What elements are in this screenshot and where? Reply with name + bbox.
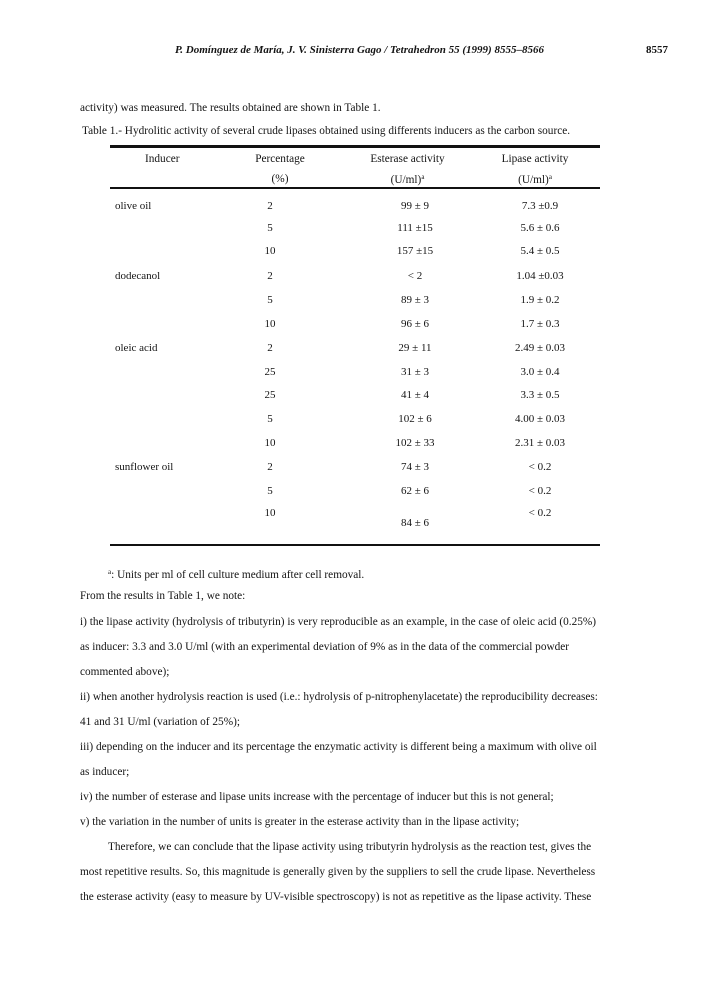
cell-percentage: 25 — [264, 366, 276, 378]
intro-line: activity) was measured. The results obtained are shown in Table 1. — [80, 102, 381, 114]
header-lipase-unit: $(U/ml)^a$ — [518, 173, 552, 186]
paragraph-line-3: the esterase activity (easy to measure by UV-visible spectroscopy) is not as repetitive as the lipase activity. These — [80, 891, 592, 903]
cell-percentage: 25 — [264, 389, 276, 401]
cell-lipase: < 0.2 — [528, 461, 552, 473]
item-2-line-2: 41 and 31 U/ml (variation of 25%); — [80, 716, 241, 728]
cell-esterase: 29 ± 11 — [398, 342, 432, 354]
item-4: iv) the number of esterase and lipase units increase with the percentage of inducer but this is not general; — [80, 791, 554, 803]
cell-esterase: 41 ± 4 — [400, 389, 430, 401]
cell-percentage: 5 — [267, 485, 273, 497]
cell-percentage: 2 — [267, 270, 273, 282]
body-lead: From the results in Table 1, we note: — [80, 590, 246, 602]
cell-esterase: 84 ± 6 — [400, 517, 430, 529]
item-3-line-1: iii) depending on the inducer and its percentage the enzymatic activity is different being a maximum with olive oil — [80, 741, 597, 753]
cell-esterase: 111 ±15 — [397, 222, 433, 234]
item-2-line-1: ii) when another hydrolysis reaction is used (i.e.: hydrolysis of p-nitrophenylacetate) the reproducibility decreases: — [80, 691, 598, 703]
cell-esterase: 99 ± 9 — [400, 200, 430, 212]
cell-inducer: dodecanol — [115, 270, 161, 282]
paragraph-line-1: Therefore, we can conclude that the lipase activity using tributyrin hydrolysis as the reaction test, gives the — [108, 841, 592, 853]
cell-lipase: 2.49 ± 0.03 — [514, 342, 566, 354]
header-esterase: Esterase activity — [370, 153, 445, 165]
cell-percentage: 2 — [267, 342, 273, 354]
table-footnote: $^a$: Units per ml of cell culture medium after cell removal. — [108, 568, 365, 581]
table-top-rule — [110, 145, 600, 148]
header-lipase: Lipase activity — [501, 153, 569, 165]
cell-percentage: 10 — [264, 245, 276, 257]
cell-lipase: 7.3 ±0.9 — [521, 200, 559, 212]
cell-percentage: 5 — [267, 294, 273, 306]
table-bottom-rule — [110, 544, 600, 546]
cell-percentage: 5 — [267, 222, 273, 234]
header-percentage: Percentage — [255, 153, 305, 165]
cell-esterase: 62 ± 6 — [400, 485, 430, 497]
cell-lipase: < 0.2 — [528, 507, 552, 519]
cell-percentage: 2 — [267, 200, 273, 212]
cell-lipase: 3.3 ± 0.5 — [520, 389, 560, 401]
running-header — [0, 44, 720, 60]
cell-inducer: olive oil — [115, 200, 152, 212]
running-title: P. Domínguez de María, J. V. Sinisterra Gago / Tetrahedron 55 (1999) 8555–8566 — [175, 44, 544, 56]
cell-lipase: 1.9 ± 0.2 — [520, 294, 560, 306]
cell-esterase: 31 ± 3 — [400, 366, 430, 378]
paragraph-line-2: most repetitive results. So, this magnitude is generally given by the suppliers to sell the crude lipase. Nevertheless — [80, 866, 596, 878]
cell-esterase: 74 ± 3 — [400, 461, 430, 473]
cell-lipase: 1.04 ±0.03 — [516, 270, 564, 282]
cell-lipase: 3.0 ± 0.4 — [520, 366, 560, 378]
cell-percentage: 5 — [267, 413, 273, 425]
cell-lipase: 4.00 ± 0.03 — [514, 413, 566, 425]
cell-esterase: 89 ± 3 — [400, 294, 430, 306]
cell-esterase: 96 ± 6 — [400, 318, 430, 330]
page-number: 8557 — [646, 44, 668, 56]
cell-lipase: 5.6 ± 0.6 — [520, 222, 560, 234]
cell-inducer: sunflower oil — [115, 461, 174, 473]
cell-percentage: 2 — [267, 461, 273, 473]
item-1-line-2: as inducer: 3.3 and 3.0 U/ml (with an experimental deviation of 9% as in the data of the commercial powder — [80, 641, 570, 653]
item-5: v) the variation in the number of units is greater in the esterase activity than in the lipase activity; — [80, 816, 520, 828]
cell-esterase: 157 ±15 — [396, 245, 434, 257]
cell-percentage: 10 — [264, 318, 276, 330]
item-3-line-2: as inducer; — [80, 766, 130, 778]
cell-lipase: < 0.2 — [528, 485, 552, 497]
cell-percentage: 10 — [264, 437, 276, 449]
cell-esterase: < 2 — [407, 270, 423, 282]
table-caption: Table 1.- Hydrolitic activity of several crude lipases obtained using differents inducers as the carbon source. — [82, 125, 571, 137]
cell-lipase: 5.4 ± 0.5 — [520, 245, 560, 257]
cell-lipase: 2.31 ± 0.03 — [514, 437, 566, 449]
item-1-line-1: i) the lipase activity (hydrolysis of tributyrin) is very reproducible as an example, in the case of oleic acid (0.25%) — [80, 616, 597, 628]
header-percentage-unit: (%) — [271, 173, 289, 185]
cell-percentage: 10 — [264, 507, 276, 519]
cell-inducer: oleic acid — [115, 342, 158, 354]
cell-lipase: 1.7 ± 0.3 — [520, 318, 560, 330]
item-1-line-3: commented above); — [80, 666, 170, 678]
table-header-rule — [110, 187, 600, 189]
header-esterase-unit: $(U/ml)^a$ — [390, 173, 425, 186]
cell-esterase: 102 ± 6 — [398, 413, 432, 425]
header-inducer: Inducer — [145, 153, 180, 165]
cell-esterase: 102 ± 33 — [395, 437, 435, 449]
